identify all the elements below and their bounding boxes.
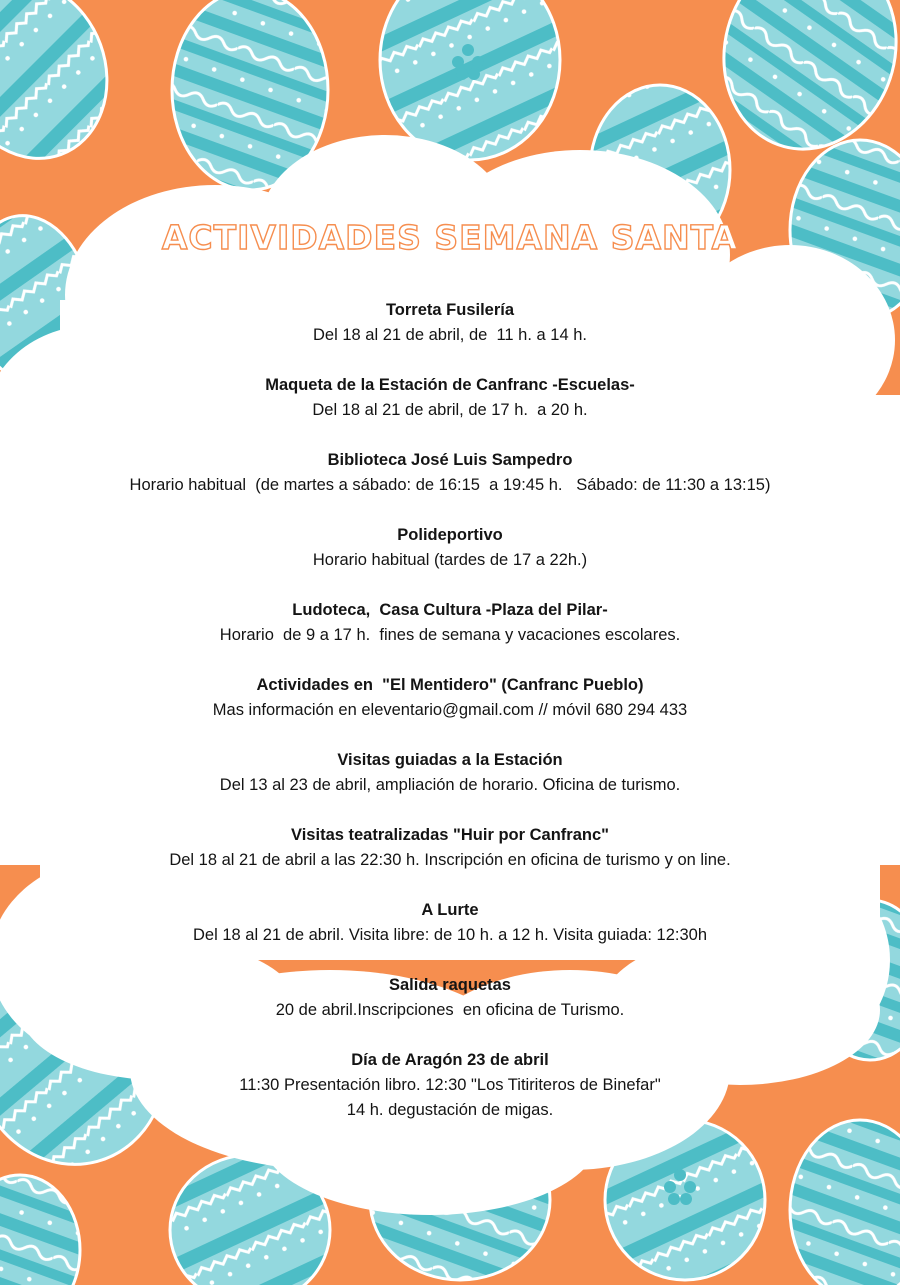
event-detail: Horario habitual (tardes de 17 a 22h.) — [312, 551, 588, 569]
event-item — [0, 973, 900, 1048]
event-title: Torreta Fusilería — [385, 301, 515, 319]
event-detail: Del 18 al 21 de abril, de 17 h. a 20 h. — [312, 401, 588, 419]
event-detail: Del 18 al 21 de abril, de 11 h. a 14 h. — [313, 326, 587, 344]
event-title: Biblioteca José Luis Sampedro — [327, 451, 573, 469]
event-title: Ludoteca, Casa Cultura -Plaza del Pilar- — [292, 601, 608, 619]
event-title: Visitas teatralizadas "Huir por Canfranc" — [291, 826, 609, 844]
event-item — [0, 823, 900, 898]
event-item — [0, 298, 900, 373]
event-item — [0, 448, 900, 523]
event-item — [0, 523, 900, 598]
event-title: Polideportivo — [397, 526, 503, 544]
event-detail: 14 h. degustación de migas. — [346, 1101, 554, 1119]
event-title: A Lurte — [421, 901, 479, 919]
event-item — [0, 673, 900, 748]
event-detail: 11:30 Presentación libro. 12:30 "Los Titiriteros de Binefar" — [239, 1076, 661, 1094]
event-item — [0, 598, 900, 673]
event-item — [0, 373, 900, 448]
event-detail: Horario de 9 a 17 h. fines de semana y vacaciones escolares. — [219, 626, 681, 644]
event-title: Salida raquetas — [389, 976, 511, 994]
event-title: Actividades en "El Mentidero" (Canfranc Pueblo) — [256, 676, 644, 694]
event-item — [0, 748, 900, 823]
event-detail: Mas información en eleventario@gmail.com // móvil 680 294 433 — [212, 701, 688, 719]
event-detail: Horario habitual (de martes a sábado: de 16:15 a 19:45 h. Sábado: de 11:30 a 13:15) — [129, 476, 771, 494]
event-item — [0, 898, 900, 973]
event-detail: Del 13 al 23 de abril, ampliación de horario. Oficina de turismo. — [219, 776, 681, 794]
page-title: ACTIVIDADES SEMANA SANTA — [161, 218, 739, 257]
event-detail: Del 18 al 21 de abril. Visita libre: de 10 h. a 12 h. Visita guiada: 12:30h — [193, 926, 707, 944]
event-detail: 20 de abril.Inscripciones en oficina de Turismo. — [275, 1001, 625, 1019]
event-item — [0, 1048, 900, 1123]
events-list — [0, 298, 900, 1123]
event-title: Visitas guiadas a la Estación — [337, 751, 563, 769]
event-title: Día de Aragón 23 de abril — [351, 1051, 549, 1069]
event-title: Maqueta de la Estación de Canfranc -Escuelas- — [265, 376, 635, 394]
event-detail: Del 18 al 21 de abril a las 22:30 h. Inscripción en oficina de turismo y on line. — [169, 851, 731, 869]
